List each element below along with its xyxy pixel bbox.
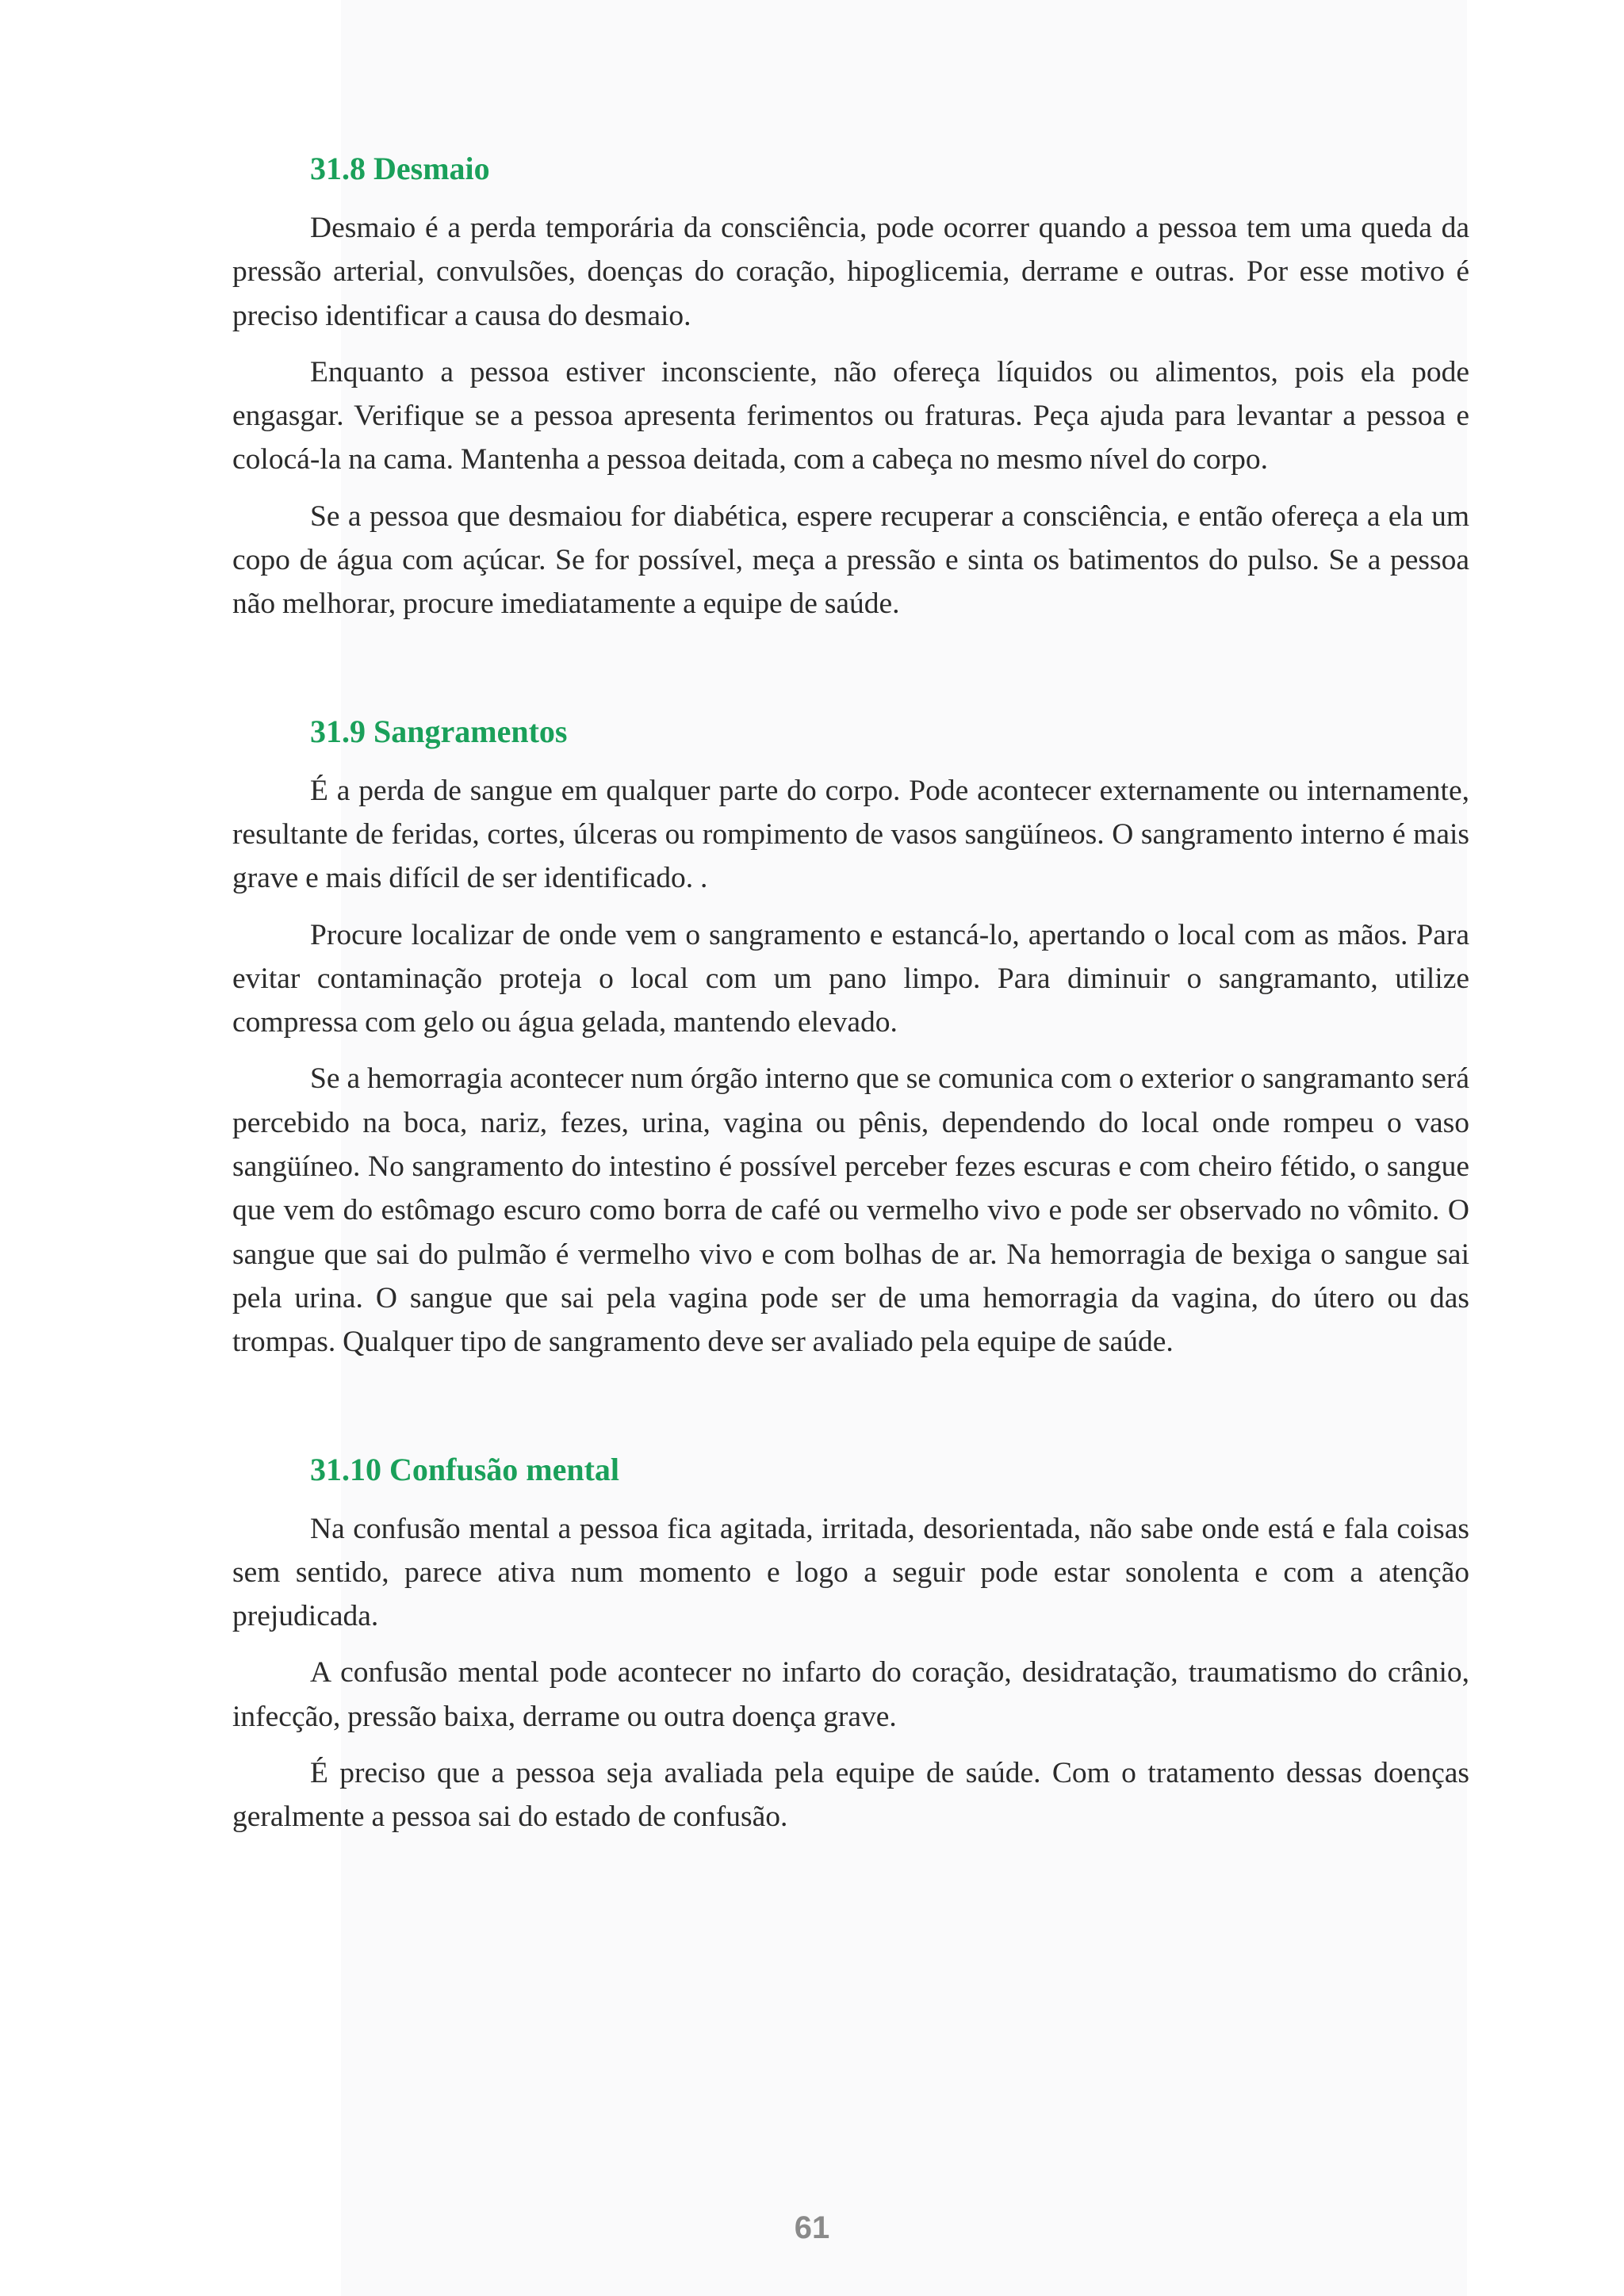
paragraph: É a perda de sangue em qualquer parte do corpo. Pode acontecer externamente ou internamente, resultante de feridas, cortes, úlceras ou rompimento de vasos sangüíneos. O sangramento interno é mais grave e mais difícil de ser identificado. . <box>232 774 1469 895</box>
paragraph: É preciso que a pessoa seja avaliada pela equipe de saúde. Com o tratamento dessas doenças geralmente a pessoa sai do estado de confusão. <box>232 1757 1469 1834</box>
section-title: 31.8 Desmaio <box>310 151 490 186</box>
page-number: 61 <box>794 2210 830 2245</box>
section-confusao-mental <box>232 1450 1469 1839</box>
section-sangramentos <box>232 712 1469 1364</box>
paragraph: Na confusão mental a pessoa fica agitada, irritada, desorientada, não sabe onde está e fala coisas sem sentido, parece ativa num momento e logo a seguir pode estar sonolenta e com a atenção prejudicada. <box>232 1512 1469 1633</box>
section-title: 31.10 Confusão mental <box>310 1451 620 1487</box>
paragraph: Desmaio é a perda temporária da consciência, pode ocorrer quando a pessoa tem uma queda da pressão arterial, convulsões, doenças do coração, hipoglicemia, derrame e outras. Por esse motivo é preciso identificar a causa do desmaio. <box>232 212 1469 332</box>
section-desmaio <box>232 149 1469 626</box>
paragraph: Procure localizar de onde vem o sangramento e estancá-lo, apertando o local com as mãos. Para evitar contaminação proteja o local com um pano limpo. Para diminuir o sangramanto, utilize compressa com gelo ou água gelada, mantendo elevado. <box>232 918 1469 1039</box>
paragraph: Se a hemorragia acontecer num órgão interno que se comunica com o exterior o sangramanto será percebido na boca, nariz, fezes, urina, vagina ou pênis, dependendo do local onde rompeu o vaso sangüíneo. No sangramento do intestino é possível perceber fezes escuras e com cheiro fétido, o sangue que vem do estômago escuro como borra de café ou vermelho vivo e pode ser observado no vômito. O sangue que sai do pulmão é vermelho vivo e com bolhas de ar. Na hemorragia de bexiga o sangue sai pela urina. O sangue que sai pela vagina pode ser de uma hemorragia da vagina, do útero ou das trompas. Qualquer tipo de sangramento deve ser avaliado pela equipe de saúde. <box>232 1062 1469 1359</box>
paragraph: Se a pessoa que desmaiou for diabética, espere recuperar a consciência, e então ofereça a ela um copo de água com açúcar. Se for possível, meça a pressão e sinta os batimentos do pulso. Se a pessoa não melhorar, procure imediatamente a equipe de saúde. <box>232 499 1469 621</box>
paragraph: Enquanto a pessoa estiver inconsciente, não ofereça líquidos ou alimentos, pois ela pode engasgar. Verifique se a pessoa apresenta ferimentos ou fraturas. Peça ajuda para levantar a pessoa e colocá-la na cama. Mantenha a pessoa deitada, com a cabeça no mesmo nível do corpo. <box>232 355 1469 476</box>
section-title: 31.9 Sangramentos <box>310 713 568 749</box>
page-content <box>232 149 1469 1839</box>
paragraph: A confusão mental pode acontecer no infarto do coração, desidratação, traumatismo do crânio, infecção, pressão baixa, derrame ou outra doença grave. <box>232 1656 1469 1733</box>
